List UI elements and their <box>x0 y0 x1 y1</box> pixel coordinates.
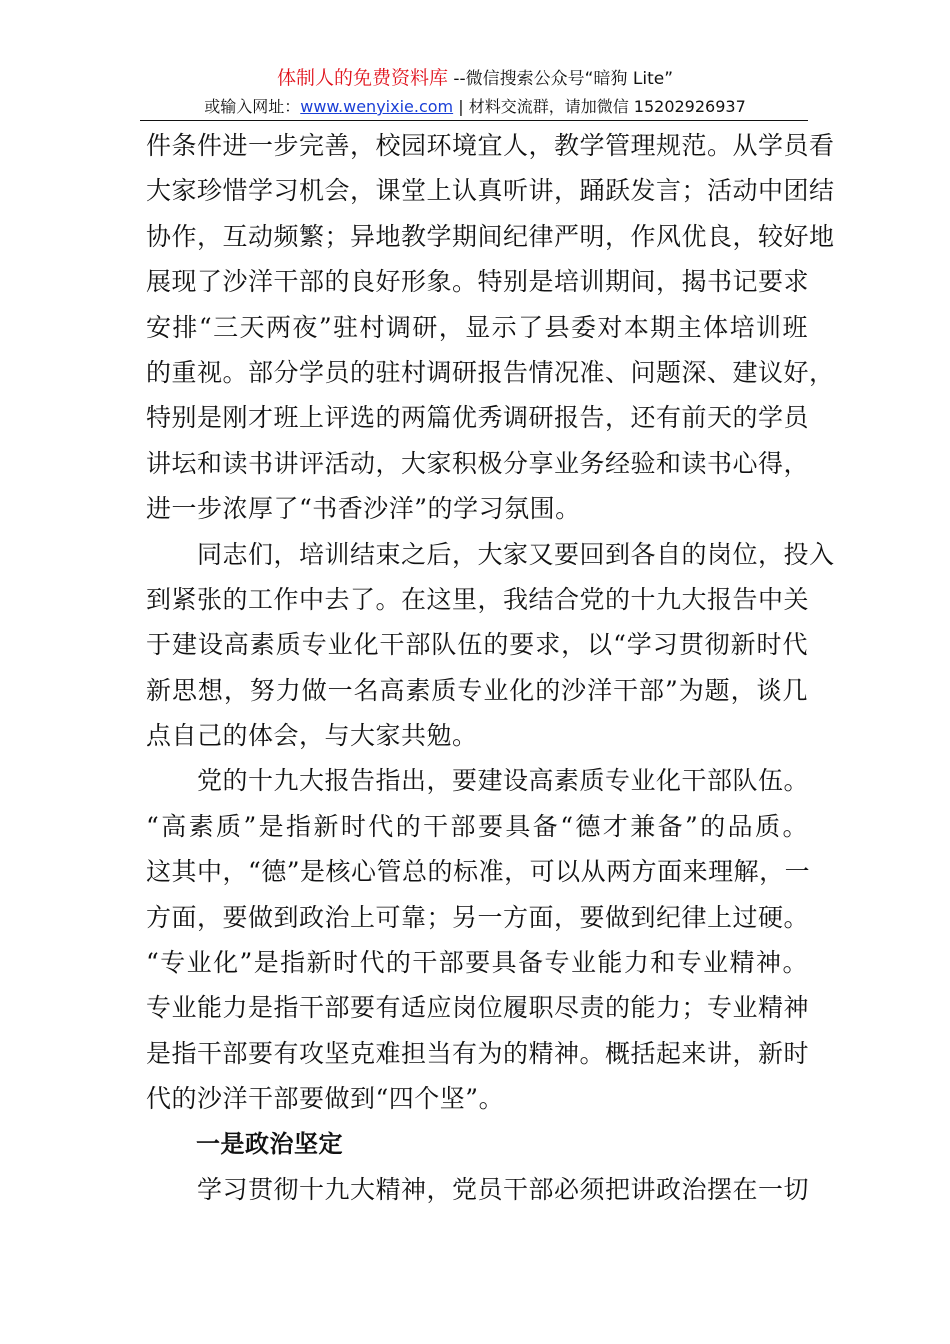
text-line: “高素质”是指新时代的干部要具备“德才兼备”的品质。 <box>146 811 808 841</box>
text-line: 这其中，“德”是核心管总的标准，可以从两方面来理解，一 <box>146 857 811 887</box>
section-heading: 一是政治坚定 <box>196 1129 343 1158</box>
text-line: 新思想，努力做一名高素质专业化的沙洋干部”为题，谈几 <box>146 675 808 705</box>
text-line: 学习贯彻十九大精神，党员干部必须把讲政治摆在一切 <box>146 1174 810 1204</box>
text-line: 大家珍惜学习机会，课堂上认真听讲，踊跃发言；活动中团结 <box>146 176 835 206</box>
text-line: 进一步浓厚了“书香沙洋”的学习氛围。 <box>146 494 581 524</box>
page-header <box>0 66 950 116</box>
text-line: 协作，互动频繁；异地教学期间纪律严明，作风优良，较好地 <box>146 221 835 251</box>
header-title-line <box>0 66 950 90</box>
text-line: 专业能力是指干部要有适应岗位履职尽责的能力；专业精神 <box>146 993 810 1023</box>
contact-info: | 材料交流群，请加微信 15202926937 <box>453 97 746 116</box>
text-line: 代的沙洋干部要做到“四个坚”。 <box>146 1084 505 1114</box>
url-prefix: 或输入网址： <box>204 97 301 116</box>
text-line: 的重视。部分学员的驻村调研报告情况准、问题深、建议好， <box>146 357 835 387</box>
text-line: 党的十九大报告指出，要建设高素质专业化干部队伍。 <box>146 766 810 796</box>
text-line: “专业化”是指新时代的干部要具备专业能力和专业精神。 <box>146 948 808 978</box>
text-line: 是指干部要有攻坚克难担当有为的精神。概括起来讲，新时 <box>146 1038 810 1068</box>
text-line: 到紧张的工作中去了。在这里，我结合党的十九大报告中关 <box>146 584 810 614</box>
text-line: 讲坛和读书讲评活动，大家积极分享业务经验和读书心得， <box>146 448 810 478</box>
header-contact-line <box>0 94 950 116</box>
text-line: 安排“三天两夜”驻村调研，显示了县委对本期主体培训班 <box>146 312 808 342</box>
text-line: 特别是刚才班上评选的两篇优秀调研报告，还有前天的学员 <box>146 403 810 433</box>
website-link[interactable]: www.wenyixie.com <box>300 97 454 116</box>
text-line: 件条件进一步完善，校园环境宜人，教学管理规范。从学员看 <box>146 131 835 160</box>
brand-name: 体制人的免费资料库 <box>276 67 448 89</box>
header-divider <box>140 120 808 121</box>
text-line: 点自己的体会，与大家共勉。 <box>146 721 478 751</box>
text-line: 展现了沙洋干部的良好形象。特别是培训期间，揭书记要求 <box>146 267 810 297</box>
text-line: 于建设高素质专业化干部队伍的要求，以“学习贯彻新时代 <box>146 630 808 660</box>
text-line: 方面，要做到政治上可靠；另一方面，要做到纪律上过硬。 <box>146 902 810 932</box>
document-body <box>146 123 835 1212</box>
wechat-hint: --微信搜索公众号“暗狗 Lite” <box>448 69 674 89</box>
text-line: 同志们，培训结束之后，大家又要回到各自的岗位，投入 <box>146 539 835 569</box>
